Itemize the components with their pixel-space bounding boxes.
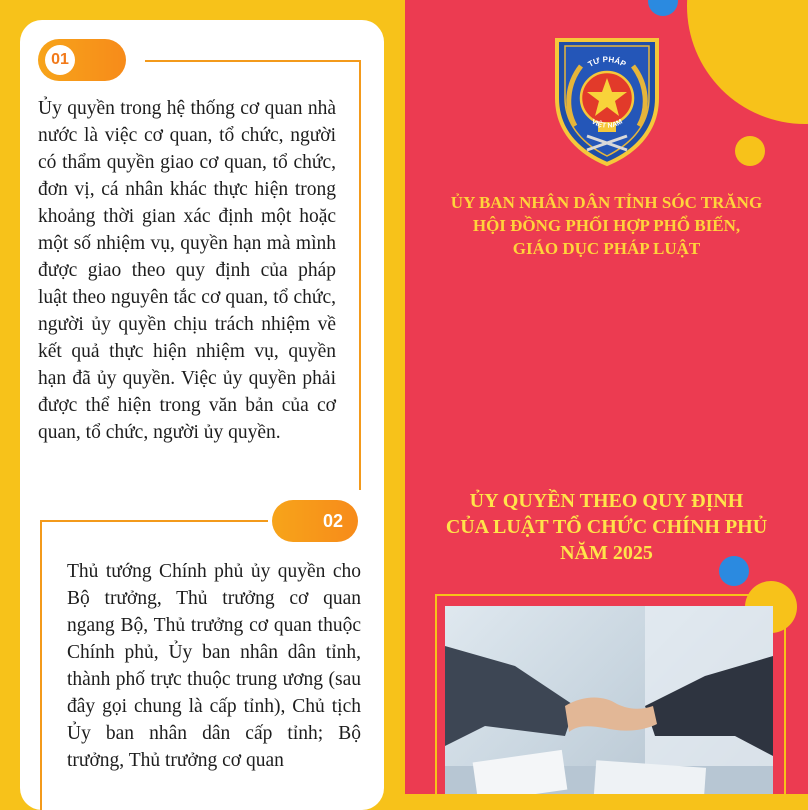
title-line-2: CỦA LUẬT TỔ CHỨC CHÍNH PHỦ bbox=[445, 516, 768, 538]
emblem-bottom-text: VIỆT NAM bbox=[590, 118, 624, 130]
header-line-2: HỘI ĐỒNG PHỐI HỢP PHỔ BIẾN, bbox=[472, 216, 741, 235]
section-1-text: Ủy quyền trong hệ thống cơ quan nhà nước là việc cơ quan, tổ chức, người có thẩm quyền giao cơ quan, tổ chức, đơn vị, cá nhân khác thực hiện trong khoảng thời gian xác định một hoặc một số nhiệm vụ, quyền hạn mà mình được giao theo quy định của pháp luật theo nguyên tắc cơ quan, tổ chức, người ủy quyền chịu trách nhiệm về kết quả thực hiện nhiệm vụ, quyền hạn đã ủy quyền. Việc ủy quyền phải được thể hiện trong văn bản của cơ quan, tổ chức, người ủy quyền. bbox=[38, 98, 336, 443]
handshake-icon bbox=[445, 606, 773, 794]
section-2-divider-v bbox=[40, 520, 42, 810]
decor-circle-yellow-large bbox=[687, 0, 808, 124]
section-1-divider-h bbox=[145, 60, 361, 62]
section-2-badge bbox=[272, 500, 358, 542]
section-1-badge bbox=[38, 39, 126, 81]
decor-circle-blue-top bbox=[648, 0, 678, 16]
emblem-top-text: TƯ PHÁP bbox=[586, 54, 628, 69]
title-line-1: ỦY QUYỀN THEO QUY ĐỊNH bbox=[469, 490, 744, 512]
right-panel bbox=[405, 0, 808, 794]
section-1-number: 01 bbox=[45, 45, 75, 75]
section-2-divider-h bbox=[40, 520, 268, 522]
justice-emblem-icon bbox=[551, 36, 663, 168]
header-line-1: ỦY BAN NHÂN DÂN TỈNH SÓC TRĂNG bbox=[450, 193, 763, 212]
handshake-photo bbox=[445, 606, 773, 794]
section-2-number: 02 bbox=[322, 511, 344, 531]
title-line-3: NĂM 2025 bbox=[560, 542, 653, 564]
header-line-3: GIÁO DỤC PHÁP LUẬT bbox=[512, 239, 701, 258]
section-2-text: Thủ tướng Chính phủ ủy quyền cho Bộ trưởng, Thủ trưởng cơ quan ngang Bộ, Thủ trưởng cơ quan thuộc Chính phủ, Ủy ban nhân dân tỉnh, thành phố trực thuộc trung ương (sau đây gọi chung là cấp tỉnh), Chủ tịch Ủy ban nhân dân cấp tỉnh; Bộ trưởng, Thủ trưởng cơ quan bbox=[67, 561, 361, 771]
left-panel bbox=[0, 0, 405, 794]
section-1-divider-v bbox=[359, 60, 361, 490]
decor-circle-yellow-small bbox=[735, 136, 765, 166]
